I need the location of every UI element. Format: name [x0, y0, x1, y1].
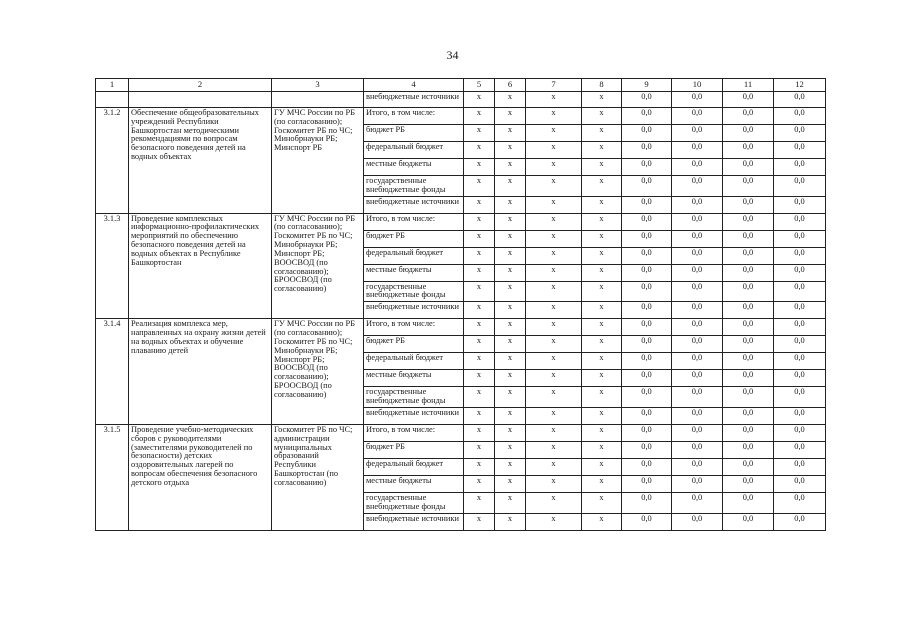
value-cell: x: [526, 302, 582, 319]
item-number-cell: [96, 92, 129, 108]
value-cell: x: [526, 336, 582, 353]
value-cell: 0,0: [723, 264, 774, 281]
value-cell: 0,0: [672, 108, 723, 125]
value-cell: 0,0: [672, 407, 723, 424]
value-cell: x: [495, 513, 526, 530]
funding-source-cell: федеральный бюджет: [364, 458, 464, 475]
value-cell: 0,0: [723, 513, 774, 530]
value-cell: 0,0: [672, 458, 723, 475]
value-cell: 0,0: [622, 370, 672, 387]
value-cell: 0,0: [622, 387, 672, 408]
executor-cell: Госкомитет РБ по ЧС; администрации муниципальных образований Республики Башкортостан (по согласованию): [272, 424, 364, 530]
value-cell: x: [495, 407, 526, 424]
value-cell: 0,0: [723, 441, 774, 458]
value-cell: x: [582, 475, 622, 492]
value-cell: 0,0: [774, 336, 826, 353]
item-name-cell: Реализация комплекса мер, направленных на охрану жизни детей на водных объектах и обучение плаванию детей: [129, 319, 272, 425]
value-cell: 0,0: [723, 302, 774, 319]
value-cell: x: [495, 353, 526, 370]
value-cell: x: [495, 475, 526, 492]
value-cell: x: [582, 319, 622, 336]
value-cell: x: [582, 125, 622, 142]
value-cell: x: [582, 264, 622, 281]
funding-source-cell: бюджет РБ: [364, 441, 464, 458]
value-cell: 0,0: [672, 353, 723, 370]
value-cell: 0,0: [622, 264, 672, 281]
value-cell: x: [526, 475, 582, 492]
value-cell: x: [495, 108, 526, 125]
value-cell: x: [582, 370, 622, 387]
value-cell: x: [582, 176, 622, 197]
value-cell: 0,0: [774, 370, 826, 387]
funding-source-cell: бюджет РБ: [364, 125, 464, 142]
value-cell: 0,0: [622, 319, 672, 336]
value-cell: x: [495, 142, 526, 159]
value-cell: x: [582, 281, 622, 302]
value-cell: 0,0: [672, 230, 723, 247]
value-cell: 0,0: [723, 176, 774, 197]
value-cell: x: [464, 424, 495, 441]
value-cell: x: [526, 441, 582, 458]
column-header: 12: [774, 79, 826, 92]
item-name-cell: Проведение комплексных информационно-профилактических мероприятий по обеспечению безопасного поведения детей на водных объектах в Республике Башкортостан: [129, 213, 272, 319]
value-cell: 0,0: [672, 475, 723, 492]
funding-source-cell: внебюджетные источники: [364, 302, 464, 319]
value-cell: x: [495, 302, 526, 319]
value-cell: 0,0: [672, 492, 723, 513]
value-cell: x: [582, 196, 622, 213]
value-cell: x: [526, 247, 582, 264]
value-cell: x: [582, 387, 622, 408]
column-header: 8: [582, 79, 622, 92]
header-row: [96, 79, 826, 92]
value-cell: 0,0: [723, 142, 774, 159]
value-cell: 0,0: [774, 353, 826, 370]
funding-source-cell: местные бюджеты: [364, 159, 464, 176]
value-cell: 0,0: [723, 196, 774, 213]
value-cell: x: [526, 492, 582, 513]
value-cell: 0,0: [723, 370, 774, 387]
value-cell: x: [526, 319, 582, 336]
funding-source-cell: государственные внебюджетные фонды: [364, 492, 464, 513]
item-number-cell: 3.1.5: [96, 424, 129, 530]
value-cell: 0,0: [723, 424, 774, 441]
value-cell: 0,0: [774, 108, 826, 125]
value-cell: x: [495, 213, 526, 230]
funding-source-cell: федеральный бюджет: [364, 247, 464, 264]
value-cell: 0,0: [622, 302, 672, 319]
value-cell: x: [495, 458, 526, 475]
value-cell: 0,0: [774, 176, 826, 197]
value-cell: x: [526, 387, 582, 408]
value-cell: x: [526, 159, 582, 176]
value-cell: x: [464, 92, 495, 108]
value-cell: x: [464, 370, 495, 387]
value-cell: 0,0: [723, 319, 774, 336]
value-cell: 0,0: [672, 302, 723, 319]
value-cell: 0,0: [774, 264, 826, 281]
value-cell: 0,0: [622, 475, 672, 492]
value-cell: 0,0: [622, 125, 672, 142]
value-cell: x: [495, 264, 526, 281]
value-cell: 0,0: [622, 196, 672, 213]
value-cell: 0,0: [622, 230, 672, 247]
value-cell: x: [464, 475, 495, 492]
column-header: 7: [526, 79, 582, 92]
value-cell: 0,0: [774, 230, 826, 247]
value-cell: 0,0: [723, 92, 774, 108]
value-cell: x: [464, 108, 495, 125]
executor-cell: [272, 92, 364, 108]
executor-cell: ГУ МЧС России по РБ (по согласованию); Госкомитет РБ по ЧС; Минобрнауки РБ; Минспорт РБ; ВООСВОД (по согласованию); БРООСВОД (по согласованию): [272, 319, 364, 425]
value-cell: x: [495, 370, 526, 387]
value-cell: 0,0: [672, 159, 723, 176]
column-header: 10: [672, 79, 723, 92]
value-cell: x: [582, 424, 622, 441]
column-header: 3: [272, 79, 364, 92]
value-cell: 0,0: [774, 213, 826, 230]
value-cell: 0,0: [672, 264, 723, 281]
value-cell: 0,0: [622, 176, 672, 197]
column-header: 4: [364, 79, 464, 92]
value-cell: 0,0: [672, 336, 723, 353]
value-cell: x: [464, 336, 495, 353]
value-cell: x: [526, 108, 582, 125]
value-cell: x: [526, 176, 582, 197]
value-cell: 0,0: [723, 475, 774, 492]
value-cell: x: [464, 142, 495, 159]
value-cell: x: [526, 513, 582, 530]
value-cell: x: [464, 407, 495, 424]
value-cell: 0,0: [774, 441, 826, 458]
value-cell: x: [526, 353, 582, 370]
value-cell: 0,0: [774, 302, 826, 319]
value-cell: 0,0: [672, 125, 723, 142]
funding-source-cell: Итого, в том числе:: [364, 108, 464, 125]
funding-source-cell: бюджет РБ: [364, 336, 464, 353]
table-row: [96, 108, 826, 125]
value-cell: x: [495, 196, 526, 213]
table-row: [96, 92, 826, 108]
table-row: [96, 319, 826, 336]
item-number-cell: 3.1.2: [96, 108, 129, 214]
funding-source-cell: федеральный бюджет: [364, 142, 464, 159]
value-cell: 0,0: [672, 513, 723, 530]
page-number: 34: [446, 48, 459, 62]
value-cell: x: [464, 247, 495, 264]
value-cell: x: [464, 458, 495, 475]
column-header: 1: [96, 79, 129, 92]
value-cell: 0,0: [723, 213, 774, 230]
funding-source-cell: федеральный бюджет: [364, 353, 464, 370]
value-cell: x: [526, 281, 582, 302]
value-cell: 0,0: [723, 247, 774, 264]
value-cell: 0,0: [723, 387, 774, 408]
value-cell: x: [582, 247, 622, 264]
value-cell: x: [526, 213, 582, 230]
value-cell: 0,0: [723, 230, 774, 247]
funding-source-cell: государственные внебюджетные фонды: [364, 176, 464, 197]
value-cell: x: [582, 213, 622, 230]
value-cell: 0,0: [672, 142, 723, 159]
value-cell: x: [582, 142, 622, 159]
executor-cell: ГУ МЧС России по РБ (по согласованию); Госкомитет РБ по ЧС; Минобрнауки РБ; Минспорт РБ; ВООСВОД (по согласованию); БРООСВОД (по согласованию): [272, 213, 364, 319]
value-cell: 0,0: [622, 458, 672, 475]
executor-cell: ГУ МЧС России по РБ (по согласованию); Госкомитет РБ по ЧС; Минобрнауки РБ; Минспорт РБ: [272, 108, 364, 214]
table-row: [96, 213, 826, 230]
value-cell: 0,0: [774, 513, 826, 530]
funding-source-cell: внебюджетные источники: [364, 513, 464, 530]
column-header: 6: [495, 79, 526, 92]
value-cell: 0,0: [672, 441, 723, 458]
value-cell: x: [582, 230, 622, 247]
value-cell: 0,0: [672, 176, 723, 197]
value-cell: 0,0: [723, 281, 774, 302]
value-cell: x: [526, 230, 582, 247]
value-cell: 0,0: [672, 196, 723, 213]
value-cell: x: [495, 176, 526, 197]
value-cell: 0,0: [622, 441, 672, 458]
value-cell: 0,0: [622, 108, 672, 125]
value-cell: x: [582, 159, 622, 176]
value-cell: x: [526, 142, 582, 159]
value-cell: 0,0: [622, 142, 672, 159]
value-cell: 0,0: [774, 424, 826, 441]
value-cell: x: [526, 125, 582, 142]
value-cell: x: [495, 159, 526, 176]
value-cell: 0,0: [723, 125, 774, 142]
value-cell: 0,0: [622, 92, 672, 108]
value-cell: 0,0: [622, 281, 672, 302]
value-cell: 0,0: [723, 407, 774, 424]
value-cell: x: [464, 264, 495, 281]
value-cell: 0,0: [622, 407, 672, 424]
funding-source-cell: бюджет РБ: [364, 230, 464, 247]
value-cell: 0,0: [774, 159, 826, 176]
value-cell: x: [582, 108, 622, 125]
value-cell: x: [464, 125, 495, 142]
value-cell: 0,0: [672, 281, 723, 302]
value-cell: 0,0: [723, 336, 774, 353]
value-cell: 0,0: [622, 247, 672, 264]
value-cell: 0,0: [622, 424, 672, 441]
value-cell: 0,0: [723, 458, 774, 475]
value-cell: 0,0: [672, 213, 723, 230]
value-cell: 0,0: [672, 247, 723, 264]
value-cell: x: [495, 387, 526, 408]
value-cell: x: [582, 441, 622, 458]
value-cell: 0,0: [672, 319, 723, 336]
value-cell: x: [582, 407, 622, 424]
column-header: 11: [723, 79, 774, 92]
value-cell: x: [464, 176, 495, 197]
value-cell: x: [582, 353, 622, 370]
value-cell: x: [464, 230, 495, 247]
program-table: [95, 78, 826, 531]
value-cell: 0,0: [723, 492, 774, 513]
value-cell: x: [526, 264, 582, 281]
value-cell: 0,0: [774, 319, 826, 336]
value-cell: x: [464, 196, 495, 213]
value-cell: x: [464, 159, 495, 176]
value-cell: x: [582, 458, 622, 475]
value-cell: x: [526, 424, 582, 441]
value-cell: x: [526, 370, 582, 387]
item-name-cell: Обеспечение общеобразовательных учреждений Республики Башкортостан методическими рекомендациями по вопросам безопасного поведения детей на водных объектах: [129, 108, 272, 214]
value-cell: 0,0: [723, 108, 774, 125]
value-cell: x: [495, 336, 526, 353]
item-number-cell: 3.1.3: [96, 213, 129, 319]
funding-source-cell: Итого, в том числе:: [364, 213, 464, 230]
funding-source-cell: местные бюджеты: [364, 370, 464, 387]
value-cell: x: [495, 441, 526, 458]
value-cell: x: [464, 441, 495, 458]
value-cell: 0,0: [622, 213, 672, 230]
value-cell: 0,0: [723, 159, 774, 176]
funding-source-cell: местные бюджеты: [364, 475, 464, 492]
value-cell: 0,0: [774, 407, 826, 424]
value-cell: x: [464, 302, 495, 319]
value-cell: x: [464, 213, 495, 230]
value-cell: 0,0: [774, 196, 826, 213]
value-cell: x: [582, 492, 622, 513]
value-cell: x: [495, 247, 526, 264]
item-number-cell: 3.1.4: [96, 319, 129, 425]
item-name-cell: [129, 92, 272, 108]
value-cell: x: [464, 387, 495, 408]
value-cell: x: [495, 230, 526, 247]
value-cell: 0,0: [774, 142, 826, 159]
value-cell: 0,0: [672, 424, 723, 441]
value-cell: x: [582, 302, 622, 319]
value-cell: x: [464, 319, 495, 336]
value-cell: 0,0: [622, 336, 672, 353]
funding-source-cell: внебюджетные источники: [364, 196, 464, 213]
funding-source-cell: государственные внебюджетные фонды: [364, 281, 464, 302]
value-cell: 0,0: [622, 492, 672, 513]
value-cell: x: [495, 319, 526, 336]
column-header: 2: [129, 79, 272, 92]
value-cell: x: [582, 513, 622, 530]
value-cell: 0,0: [723, 353, 774, 370]
value-cell: 0,0: [672, 92, 723, 108]
value-cell: x: [582, 336, 622, 353]
value-cell: 0,0: [774, 458, 826, 475]
value-cell: 0,0: [672, 370, 723, 387]
value-cell: x: [464, 492, 495, 513]
funding-source-cell: внебюджетные источники: [364, 407, 464, 424]
value-cell: x: [464, 513, 495, 530]
value-cell: x: [464, 281, 495, 302]
value-cell: x: [495, 492, 526, 513]
value-cell: 0,0: [672, 387, 723, 408]
value-cell: 0,0: [622, 159, 672, 176]
value-cell: x: [526, 458, 582, 475]
value-cell: 0,0: [774, 387, 826, 408]
column-header: 9: [622, 79, 672, 92]
value-cell: x: [495, 125, 526, 142]
funding-source-cell: Итого, в том числе:: [364, 319, 464, 336]
value-cell: 0,0: [774, 92, 826, 108]
value-cell: 0,0: [774, 492, 826, 513]
value-cell: 0,0: [774, 247, 826, 264]
table-row: [96, 424, 826, 441]
value-cell: 0,0: [774, 475, 826, 492]
value-cell: 0,0: [622, 513, 672, 530]
value-cell: 0,0: [774, 281, 826, 302]
value-cell: 0,0: [774, 125, 826, 142]
funding-source-cell: Итого, в том числе:: [364, 424, 464, 441]
value-cell: x: [526, 196, 582, 213]
value-cell: x: [495, 424, 526, 441]
value-cell: x: [526, 407, 582, 424]
value-cell: 0,0: [622, 353, 672, 370]
item-name-cell: Проведение учебно-методических сборов с руководителями (заместителями руководителей по безопасности) детских оздоровительных лагерей по вопросам обеспечения безопасного детского отдыха: [129, 424, 272, 530]
value-cell: x: [582, 92, 622, 108]
funding-source-cell: местные бюджеты: [364, 264, 464, 281]
value-cell: x: [464, 353, 495, 370]
value-cell: x: [495, 281, 526, 302]
value-cell: x: [495, 92, 526, 108]
value-cell: x: [526, 92, 582, 108]
column-header: 5: [464, 79, 495, 92]
funding-source-cell: внебюджетные источники: [364, 92, 464, 108]
funding-source-cell: государственные внебюджетные фонды: [364, 387, 464, 408]
